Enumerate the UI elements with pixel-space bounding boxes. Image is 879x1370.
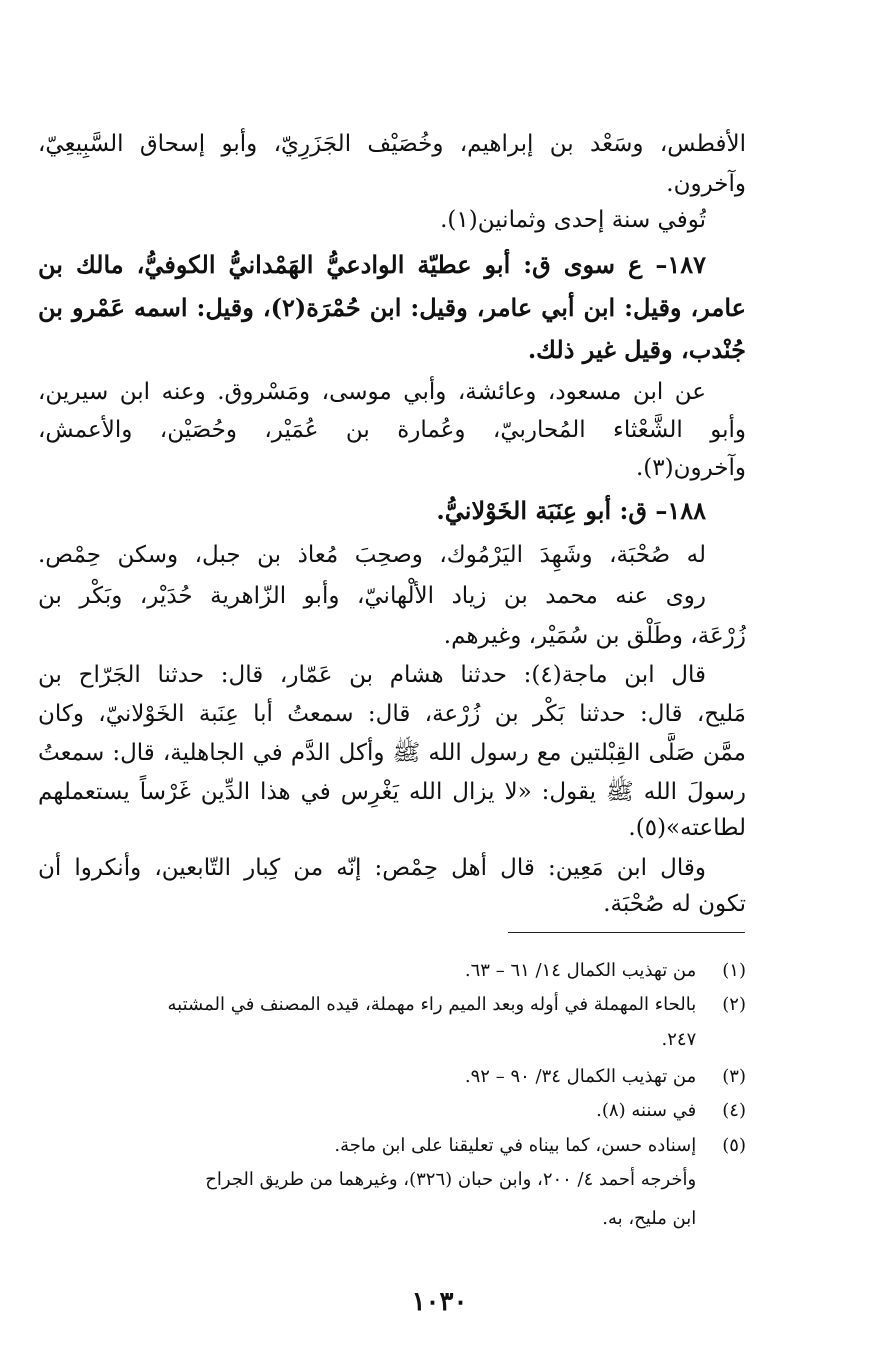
page-number: ١٠٣٠ [411, 1287, 468, 1317]
text-line-17: رسولَ الله ﷺ يقول: «لا يزال الله يَغْرِس في هذا الدِّين غَرْساً يستعملهم [38, 779, 746, 805]
footnote-2 [38, 989, 746, 1021]
footnote-separator [508, 932, 745, 933]
footnote-5-continued [38, 1164, 746, 1196]
text-line-12: روى عنه محمد بن زياد الألْهانيّ، وأبو الزّاهرية حُدَيْر، وبَكْر بن [38, 583, 706, 609]
footnote-text: إسناده حسن، كما بيناه في تعليقنا على ابن ماجة. [334, 1135, 697, 1156]
entry-187-heading: ١٨٧– ع سوى ق: أبو عطيّة الوادعيُّ الهَمْدانيُّ الكوفيُّ، مالك بن [38, 250, 706, 279]
footnote-4 [38, 1095, 746, 1127]
footnote-text: وأخرجه أحمد ٤/ ٢٠٠، وابن حبان (٣٢٦)، وغيرهما من طريق الجراح [205, 1169, 697, 1190]
footnote-text: بالحاء المهملة في أوله وبعد الميم راء مهملة، قيده المصنف في المشتبه [167, 994, 697, 1015]
footnote-text: ٢٤٧. [661, 1029, 697, 1050]
footnote-number: (٥) [722, 1135, 746, 1156]
footnote-number: (٢) [722, 994, 746, 1015]
text-line-7: عن ابن مسعود، وعائشة، وأبي موسى، ومَسْروق. وعنه ابن سيرين، [38, 379, 706, 405]
entry-187-line-2: عامر، وقيل: ابن أبي عامر، وقيل: ابن حُمْرَة(٢)، وقيل: اسمه عَمْرو بن [38, 293, 746, 322]
footnote-number: (٤) [722, 1100, 746, 1121]
text-line-9: وآخرون(٣). [635, 455, 746, 481]
footnote-3 [38, 1061, 746, 1093]
text-line-13: زُرْعَة، وطَلْق بن سُمَيْر، وغيرهم. [443, 623, 746, 649]
text-line-11: له صُحْبَة، وشَهِدَ اليَرْمُوك، وصحِبَ مُعاذ بن جبل، وسكن حِمْص. [38, 542, 706, 568]
footnote-2-continued [38, 1024, 746, 1056]
footnote-number: (١) [722, 960, 746, 981]
text-line-8: وأبو الشَّعْثاء المُحاربيّ، وعُمارة بن عُمَيْر، وحُصَيْن، والأعمش، [38, 417, 746, 443]
footnote-text: في سننه (٨). [596, 1100, 697, 1121]
footnote-5 [38, 1130, 746, 1162]
footnote-5-continued [38, 1203, 746, 1235]
text-line-1: الأفطس، وسَعْد بن إبراهيم، وخُصَيْف الجَزَرِيّ، وأبو إسحاق السَّبِيعِيّ، [38, 131, 746, 157]
entry-187-line-3: جُنْدب، وقيل غير ذلك. [527, 335, 746, 364]
footnote-text: ابن مليح، به. [602, 1208, 697, 1229]
text-line-14: قال ابن ماجة(٤): حدثنا هشام بن عَمّار، قال: حدثنا الجَرّاح بن [38, 662, 706, 688]
footnote-1 [38, 955, 746, 987]
text-line-16: ممَّن صَلَّى القِبْلتين مع رسول الله ﷺ وأكل الدَّم في الجاهلية، قال: سمعتُ [38, 740, 746, 766]
footnote-text: من تهذيب الكمال ٣٤/ ٩٠ – ٩٢. [464, 1066, 697, 1087]
text-line-18: لطاعته»(٥). [628, 815, 746, 841]
footnote-number: (٣) [722, 1066, 746, 1087]
entry-188-heading: ١٨٨– ق: أبو عِنَبَة الخَوْلانيُّ. [436, 496, 706, 525]
footnote-text: من تهذيب الكمال ١٤/ ٦١ – ٦٣. [464, 960, 697, 981]
text-line-3: تُوفي سنة إحدى وثمانين(١). [440, 207, 706, 233]
text-line-15: مَليح، قال: حدثنا بَكْر بن زُرْعة، قال: سمعتُ أبا عِنَبة الخَوْلانيّ، وكان [38, 701, 746, 727]
text-line-2: وآخرون. [666, 171, 746, 197]
text-line-20: تكون له صُحْبَة. [603, 891, 746, 917]
text-line-19: وقال ابن مَعِين: قال أهل حِمْص: إنّه من كِبار التّابعين، وأنكروا أن [38, 855, 706, 881]
